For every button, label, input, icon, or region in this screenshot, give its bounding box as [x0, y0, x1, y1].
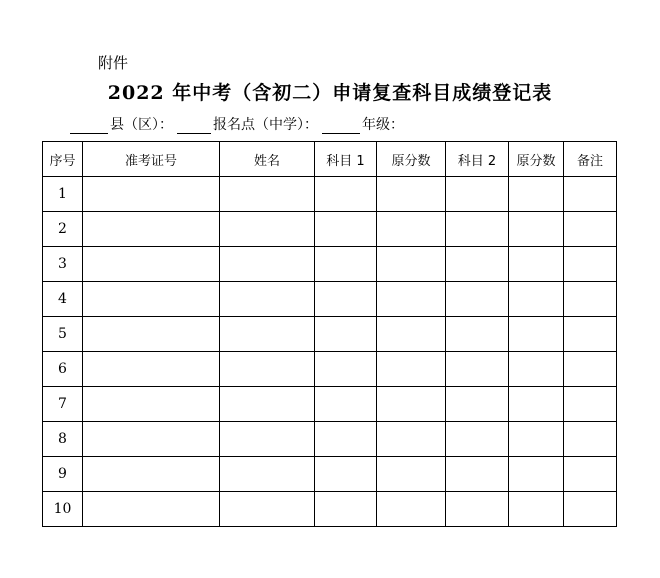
- table-row: [43, 317, 617, 352]
- cell-exam-id[interactable]: [83, 352, 220, 387]
- header-exam-id: 准考证号: [83, 142, 220, 177]
- header-seq: 序号: [43, 142, 83, 177]
- cell-subject-1[interactable]: [315, 492, 377, 527]
- cell-subject-2[interactable]: [446, 247, 509, 282]
- header-name: 姓名: [220, 142, 315, 177]
- cell-name[interactable]: [220, 352, 315, 387]
- cell-exam-id[interactable]: [83, 492, 220, 527]
- table-row: [43, 282, 617, 317]
- cell-remarks[interactable]: [564, 247, 617, 282]
- header-remarks: 备注: [564, 142, 617, 177]
- exam-site-blank[interactable]: [177, 119, 211, 134]
- cell-exam-id[interactable]: [83, 212, 220, 247]
- cell-remarks[interactable]: [564, 282, 617, 317]
- cell-name[interactable]: [220, 457, 315, 492]
- cell-original-score-2[interactable]: [509, 352, 564, 387]
- table-row: [43, 177, 617, 212]
- table-row: [43, 352, 617, 387]
- table-row: [43, 247, 617, 282]
- cell-name[interactable]: [220, 247, 315, 282]
- cell-subject-1[interactable]: [315, 422, 377, 457]
- cell-remarks[interactable]: [564, 317, 617, 352]
- table-row: [43, 492, 617, 527]
- cell-subject-2[interactable]: [446, 457, 509, 492]
- cell-name[interactable]: [220, 492, 315, 527]
- table-row: [43, 212, 617, 247]
- county-blank[interactable]: [70, 119, 108, 134]
- grade-blank[interactable]: [322, 119, 360, 134]
- cell-seq: 2: [43, 212, 83, 247]
- attachment-label: 附件: [98, 54, 129, 72]
- cell-original-score-1[interactable]: [377, 212, 446, 247]
- table-header-row: [43, 142, 617, 177]
- cell-seq: 1: [43, 177, 83, 212]
- cell-original-score-1[interactable]: [377, 492, 446, 527]
- cell-original-score-2[interactable]: [509, 422, 564, 457]
- cell-subject-1[interactable]: [315, 177, 377, 212]
- cell-seq: 8: [43, 422, 83, 457]
- cell-seq: 5: [43, 317, 83, 352]
- cell-subject-1[interactable]: [315, 352, 377, 387]
- cell-subject-2[interactable]: [446, 177, 509, 212]
- header-subject-2: 科目 2: [446, 142, 509, 177]
- cell-remarks[interactable]: [564, 422, 617, 457]
- cell-subject-2[interactable]: [446, 212, 509, 247]
- county-label: 县（区）：: [110, 117, 173, 133]
- cell-subject-1[interactable]: [315, 282, 377, 317]
- table-row: [43, 387, 617, 422]
- header-original-score-1: 原分数: [377, 142, 446, 177]
- cell-exam-id[interactable]: [83, 457, 220, 492]
- exam-site-label: 报名点（中学）：: [213, 117, 318, 133]
- cell-exam-id[interactable]: [83, 387, 220, 422]
- cell-subject-1[interactable]: [315, 212, 377, 247]
- registration-table: [42, 141, 617, 527]
- cell-original-score-2[interactable]: [509, 212, 564, 247]
- cell-original-score-2[interactable]: [509, 317, 564, 352]
- cell-remarks[interactable]: [564, 457, 617, 492]
- cell-name[interactable]: [220, 212, 315, 247]
- cell-subject-2[interactable]: [446, 422, 509, 457]
- cell-name[interactable]: [220, 177, 315, 212]
- info-line: [70, 114, 408, 134]
- cell-original-score-1[interactable]: [377, 422, 446, 457]
- cell-original-score-2[interactable]: [509, 492, 564, 527]
- table-body: [43, 177, 617, 527]
- cell-exam-id[interactable]: [83, 177, 220, 212]
- form-title: 2022 年中考（含初二）申请复查科目成绩登记表: [107, 82, 553, 104]
- cell-subject-2[interactable]: [446, 282, 509, 317]
- cell-subject-1[interactable]: [315, 317, 377, 352]
- cell-seq: 9: [43, 457, 83, 492]
- cell-original-score-1[interactable]: [377, 247, 446, 282]
- cell-seq: 3: [43, 247, 83, 282]
- cell-subject-2[interactable]: [446, 387, 509, 422]
- cell-subject-1[interactable]: [315, 457, 377, 492]
- cell-subject-1[interactable]: [315, 387, 377, 422]
- cell-original-score-2[interactable]: [509, 457, 564, 492]
- cell-original-score-1[interactable]: [377, 177, 446, 212]
- cell-original-score-1[interactable]: [377, 317, 446, 352]
- grade-label: 年级：: [362, 117, 404, 133]
- cell-subject-1[interactable]: [315, 247, 377, 282]
- cell-name[interactable]: [220, 282, 315, 317]
- table-row: [43, 457, 617, 492]
- cell-exam-id[interactable]: [83, 247, 220, 282]
- cell-name[interactable]: [220, 317, 315, 352]
- cell-subject-2[interactable]: [446, 492, 509, 527]
- cell-original-score-2[interactable]: [509, 387, 564, 422]
- table-row: [43, 422, 617, 457]
- cell-original-score-2[interactable]: [509, 282, 564, 317]
- header-original-score-2: 原分数: [509, 142, 564, 177]
- cell-original-score-2[interactable]: [509, 247, 564, 282]
- cell-remarks[interactable]: [564, 177, 617, 212]
- cell-remarks[interactable]: [564, 387, 617, 422]
- cell-exam-id[interactable]: [83, 317, 220, 352]
- cell-remarks[interactable]: [564, 492, 617, 527]
- cell-original-score-1[interactable]: [377, 387, 446, 422]
- cell-subject-2[interactable]: [446, 317, 509, 352]
- cell-seq: 6: [43, 352, 83, 387]
- cell-subject-2[interactable]: [446, 352, 509, 387]
- cell-exam-id[interactable]: [83, 282, 220, 317]
- cell-name[interactable]: [220, 387, 315, 422]
- cell-seq: 7: [43, 387, 83, 422]
- cell-original-score-1[interactable]: [377, 352, 446, 387]
- header-subject-1: 科目 1: [315, 142, 377, 177]
- cell-remarks[interactable]: [564, 352, 617, 387]
- cell-remarks[interactable]: [564, 212, 617, 247]
- cell-original-score-1[interactable]: [377, 457, 446, 492]
- cell-seq: 4: [43, 282, 83, 317]
- cell-original-score-2[interactable]: [509, 177, 564, 212]
- cell-exam-id[interactable]: [83, 422, 220, 457]
- cell-seq: 10: [43, 492, 83, 527]
- cell-name[interactable]: [220, 422, 315, 457]
- cell-original-score-1[interactable]: [377, 282, 446, 317]
